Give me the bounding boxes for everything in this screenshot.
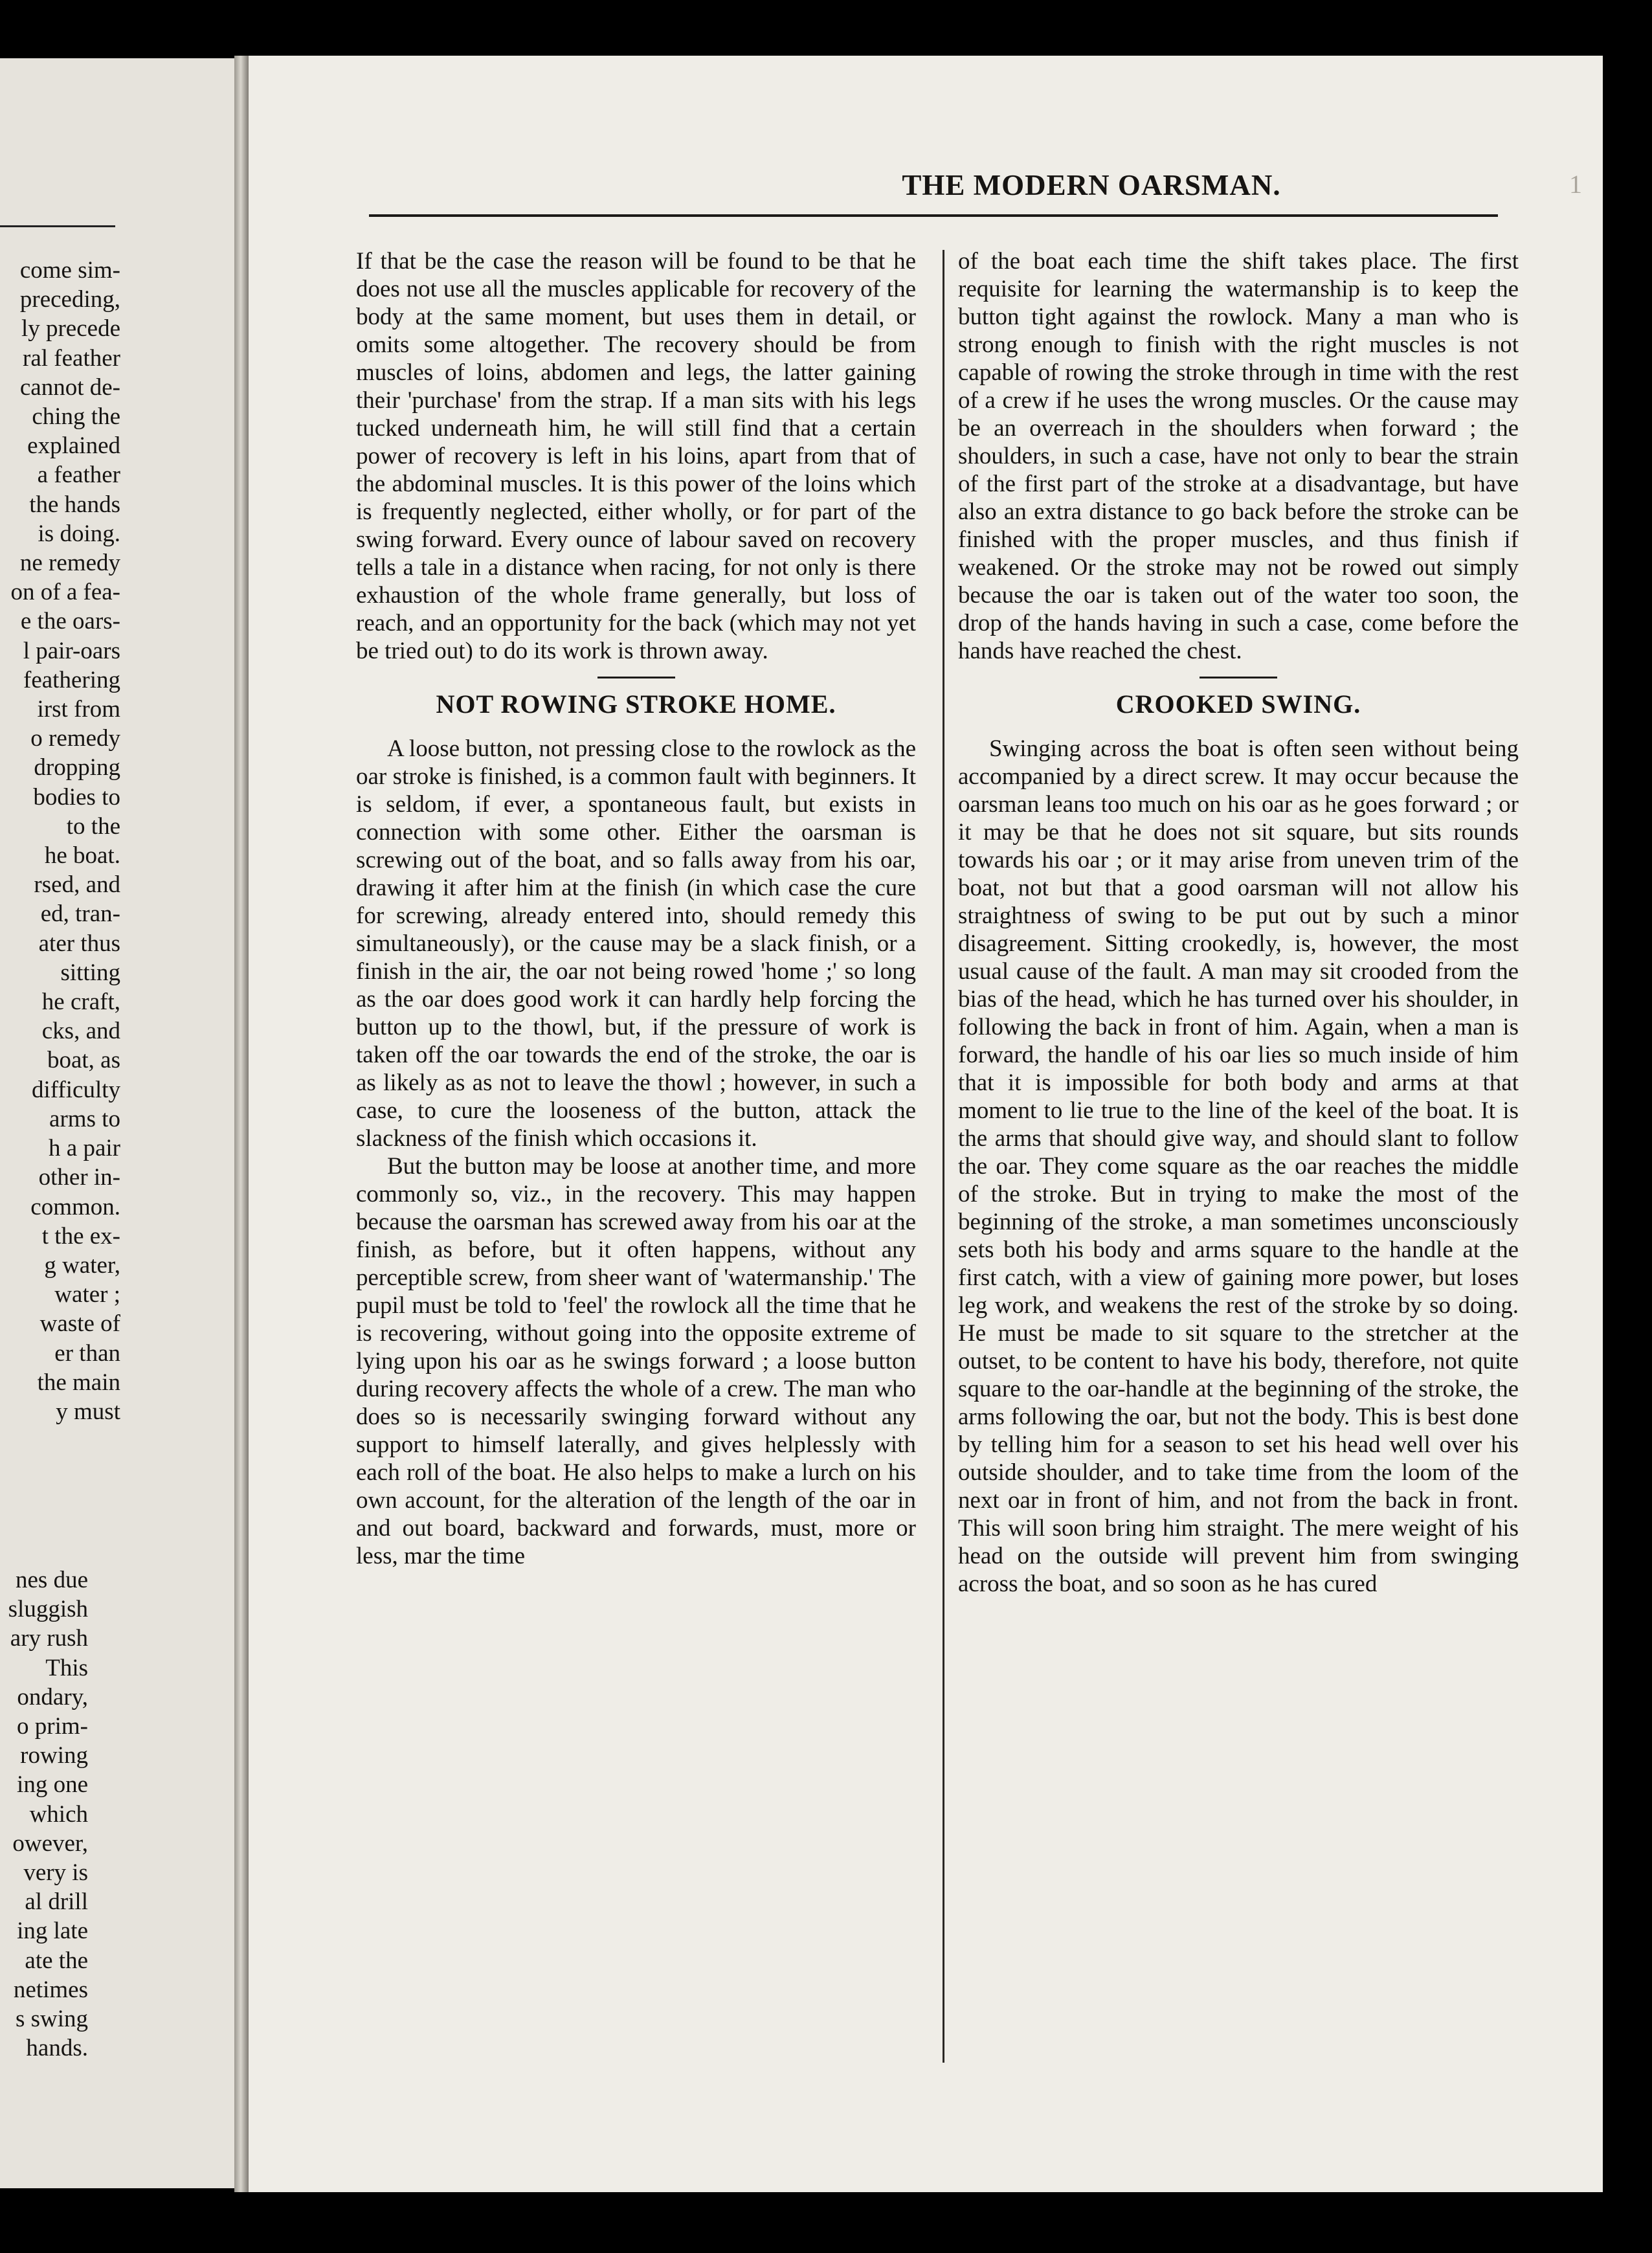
left-page-rule	[0, 225, 115, 227]
left-page-line: ing late	[17, 1918, 88, 1945]
left-page-text-upper	[11, 256, 120, 1426]
paragraph: But the button may be loose at another time, and more commonly so, viz., in the recovery. This may happen because the oarsman has screwed away from his oar at the finish, as before, but it often happens, without any perceptible screw, from sheer want of 'watermanship.' The pupil must be told to 'feel' the rowlock all the time that he is recovering, without going into the opposite extreme of lying upon his oar as he swings forward ; a loose button during recovery affects the whole of a crew. The man who does so is necessarily swinging forward without any support to himself laterally, and gives helplessly with each roll of the boat. He also helps to make a lurch on his own account, for the alteration of the length of the oar in and out board, backward and forwards, must, more or less, mar the time	[356, 1153, 916, 1569]
paragraph: A loose button, not pressing close to the rowlock as the oar stroke is finished, is a common fault with beginners. It is seldom, if ever, a spontaneous fault, but exists in connection with some other. Either the oarsman is screwing out of the boat, and so falls away from his oar, drawing it after him at the finish (in which case the cure for screwing, already entered into, should remedy this simultaneously), or the cause may be a slack finish, or a finish in the air, the oar not being rowed 'home ;' so long as the oar does good work it can hardly help forcing the button up to the thowl, but, if the pressure of work is taken off the oar towards the end of the stroke, the oar is as likely as as not to leave the thowl ; however, in such a case, to cure the looseness of the button, attack the slackness of the finish which occasions it.	[356, 735, 916, 1152]
left-page-line: a feather	[37, 462, 120, 489]
section-heading: NOT ROWING STROKE HOME.	[436, 689, 836, 719]
column-right	[958, 247, 1519, 1598]
left-page-line: difficulty	[31, 1076, 120, 1103]
left-page-line: explained	[27, 432, 120, 460]
left-page-line: arms to	[49, 1105, 120, 1132]
book-gutter	[234, 56, 249, 2192]
left-page-line: cks, and	[41, 1018, 120, 1045]
left-page-line: g water,	[44, 1251, 120, 1279]
left-page-line: ondary,	[17, 1683, 88, 1710]
left-page-line: waste of	[39, 1310, 120, 1338]
left-page-line: which	[29, 1800, 88, 1828]
left-page-line: y must	[56, 1398, 120, 1425]
left-page-line: s swing	[15, 2006, 88, 2033]
left-page-line: is doing.	[38, 520, 120, 547]
left-page-line: on of a fea-	[10, 579, 120, 606]
left-page-line: the hands	[29, 491, 120, 518]
left-page-line: e the oars-	[20, 608, 120, 635]
left-page-line: t the ex-	[41, 1222, 120, 1250]
left-page-line: rsed, and	[34, 871, 120, 899]
left-page-line: feathering	[23, 666, 120, 693]
left-page-line: other in-	[38, 1164, 120, 1191]
left-page-line: common.	[30, 1193, 120, 1220]
left-page-line: water ;	[54, 1281, 120, 1308]
running-head: THE MODERN OARSMAN.	[902, 169, 1281, 201]
left-page-text-lower	[8, 1565, 88, 2063]
left-page-line: netimes	[13, 1976, 88, 2003]
left-page-line: irst from	[37, 696, 120, 723]
left-page-line: ing one	[17, 1771, 88, 1799]
column-divider	[943, 250, 944, 2063]
left-page-line: ate the	[25, 1947, 88, 1974]
section-rule	[597, 677, 675, 678]
left-page-line: bodies to	[33, 783, 120, 811]
left-page-line: ater thus	[38, 930, 120, 957]
left-page-line: owever,	[12, 1830, 88, 1857]
column-left	[356, 247, 916, 1570]
left-page-line: sluggish	[8, 1596, 88, 1623]
right-page	[249, 56, 1603, 2192]
left-page-line: ed, tran-	[40, 901, 120, 928]
paragraph: If that be the case the reason will be found to be that he does not use all the muscles applicable for recovery of the body at the same moment, but uses them in detail, or omits some altogether. The recovery should be from muscles of loins, abdomen and legs, the latter gaining their 'purchase' from the strap. If a man sits with his legs tucked underneath him, he will still find that a certain power of recovery is left in his loins, apart from that of the abdominal muscles. It is this power of the loins which is frequently neglected, either wholly, or for part of the swing forward. Every ounce of labour saved on recovery tells a tale in a distance when racing, for not only is there exhaustion of the whole frame generally, but loss of reach, and an opportunity for the back (which may not yet be tried out) to do its work is thrown away.	[356, 248, 916, 664]
left-page-line: nes due	[16, 1567, 88, 1593]
header-rule	[369, 214, 1498, 217]
left-page-line: ching the	[32, 403, 120, 431]
left-page-line: er than	[54, 1339, 120, 1367]
page-number: 1	[1569, 170, 1582, 199]
left-page-line: dropping	[34, 754, 120, 781]
left-page-line: rowing	[20, 1742, 88, 1769]
left-page-line: ly precede	[21, 315, 120, 342]
paragraph: Swinging across the boat is often seen without being accompanied by a direct screw. It may occur because the oarsman leans too much on his oar as he goes forward ; or it may be that he does not sit square, but sits rounds towards his oar ; or it may arise from uneven trim of the boat, not but that a good oarsman will not allow his straightness of swing to be put out by such a minor disagreement. Sitting crookedly, is, however, the most usual cause of the fault. A man may sit crooded from the bias of the head, which he has turned over his shoulder, in following the back in front of him. Again, when a man is forward, the handle of his oar lies so much inside of him that it is impossible for both body and arms at that moment to lie true to the line of the keel of the boat. It is the arms that should give way, and should slant to follow the oar. They come square as the oar reaches the middle of the stroke. But in trying to make the most of the beginning of the stroke, a man sometimes unconsciously sets both his body and arms square to the handle at the first catch, with a view of gaining more power, but loses leg work, and weakens the rest of the stroke by so doing. He must be made to sit square to the stretcher at the outset, to be content to have his body, therefore, not quite square to the oar-handle at the beginning of the stroke, the arms following the oar, but not the body. This is best done by telling him for a season to set his head well over his outside shoulder, and to take time from the loom of the next oar in front of him, and not from the back in front. This will soon bring him straight. The mere weight of his head on the outside will prevent him from swinging across the boat, and so soon as he has cured	[958, 735, 1519, 1597]
left-page-line: to the	[66, 813, 120, 840]
left-page-line: ne remedy	[19, 550, 120, 577]
left-page-line: hands.	[26, 2035, 88, 2062]
left-page-line: h a pair	[49, 1135, 120, 1162]
left-page	[0, 58, 234, 2188]
left-page-line: come sim-	[19, 257, 120, 284]
section-rule	[1200, 677, 1277, 678]
left-page-line: the main	[37, 1369, 120, 1396]
left-page-line: very is	[23, 1859, 88, 1887]
left-page-line: he craft,	[41, 989, 120, 1016]
left-page-line: boat, as	[47, 1047, 120, 1074]
left-page-line: al drill	[25, 1889, 88, 1916]
paragraph: of the boat each time the shift takes place. The first requisite for learning the watermanship is to keep the button tight against the rowlock. Many a man who is strong enough to finish with the right muscles is not capable of rowing the stroke through in time with the rest of a crew if he uses the wrong muscles. Or the cause may be an overreach in the shoulders when forward ; the shoulders, in such a case, have not only to bear the strain of the first part of the stroke at a disadvantage, but have also an extra distance to go back before the stroke can be finished with the proper muscles, and thus finish if weakened. Or the stroke may not be rowed out simply because the oar is taken out of the water too soon, the drop of the hands having in such a case, come before the hands have reached the chest.	[958, 248, 1519, 664]
left-page-line: cannot de-	[19, 374, 120, 401]
left-page-line: l pair-oars	[23, 637, 120, 664]
left-page-line: preceding,	[19, 286, 120, 313]
left-page-line: o remedy	[30, 725, 120, 752]
left-page-line: ral feather	[23, 344, 120, 372]
left-page-line: o prim-	[17, 1713, 88, 1740]
left-page-line: This	[45, 1654, 88, 1681]
left-page-line: ary rush	[10, 1625, 88, 1652]
section-heading: CROOKED SWING.	[1115, 689, 1361, 719]
left-page-line: he boat.	[44, 842, 120, 869]
left-page-line: sitting	[60, 959, 120, 986]
